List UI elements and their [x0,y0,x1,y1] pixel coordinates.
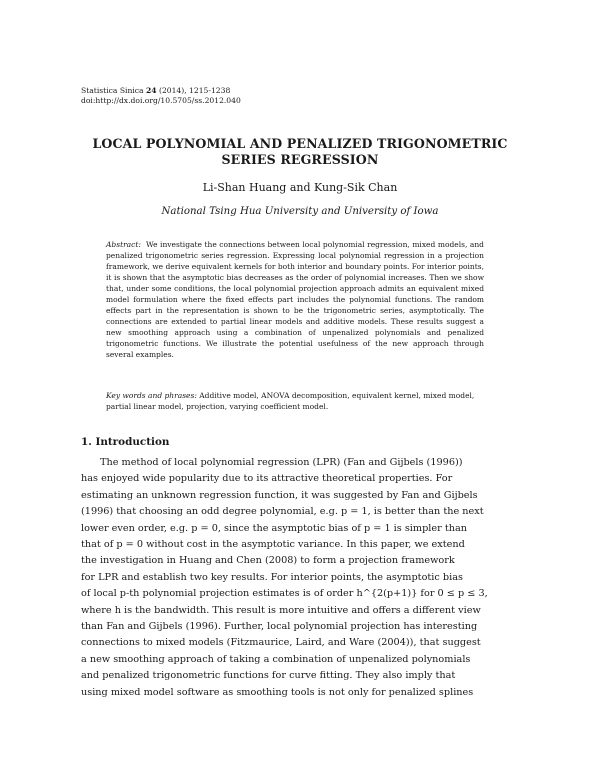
title-line-2: SERIES REGRESSION [221,152,379,167]
body-line: (1996) that choosing an odd degree polynomial, e.g. p = 1, is better than the next [81,506,484,518]
title-line-1: LOCAL POLYNOMIAL AND PENALIZED TRIGONOMETRIC [92,136,508,151]
body-line: lower even order, e.g. p = 0, since the asymptotic bias of p = 1 is simpler than [81,522,467,534]
journal-header [81,86,241,106]
keywords-label: Key words and phrases: [106,391,197,400]
authors: Li-Shan Huang and Kung-Sik Chan [202,181,398,194]
journal-volume: 24 [145,86,157,95]
body-line: that of p = 0 without cost in the asymptotic variance. In this paper, we extend [81,539,465,551]
body-text [81,455,519,701]
body-line: a new smoothing approach of taking a combination of unpenalized polynomials [81,653,471,665]
paper-title [60,136,540,168]
journal-citation: Statistica Sinica 24 (2014), 1215-1238 [81,86,231,95]
body-line: and penalized trigonometric functions for curve fitting. They also imply that [81,670,456,682]
abstract [106,240,484,360]
body-line: estimating an unknown regression function, it was suggested by Fan and Gijbels [81,489,478,501]
affiliation: National Tsing Hua University and University of Iowa [161,206,439,217]
body-line: for LPR and establish two key results. For interior points, the asymptotic bias [81,571,463,583]
abstract-text: We investigate the connections between local polynomial regression, mixed models, and penalized trigonometric series regression. Expressing local polynomial regression in a projection framework, we derive equivalent kernels for both interior and boundary points. For interior points, it is shown that the asymptotic bias decreases as the order of polynomial increases. Then we show that, under some conditions, the local polynomial projection approach admits an equivalent mixed model formulation where the fixed effects part includes the polynomial functions. The random effects part in the representation is shown to be the trigonometric series, asymptotically. The connections are extended to partial linear models and additive models. These results suggest a new smoothing approach using a combination of unpenalized polynomials and penalized trigonometric functions. We illustrate the potential usefulness of the new approach through several examples. [106,240,484,359]
body-line: the investigation in Huang and Chen (2008) to form a projection framework [81,555,455,567]
abstract-label: Abstract: [106,240,141,249]
body-line: of local p-th polynomial projection estimates is of order h^{2(p+1)} for 0 ≤ p ≤ 3, [81,588,488,600]
section-heading: 1. Introduction [81,436,170,448]
keywords-text: Additive model, ANOVA decomposition, equivalent kernel, mixed model, partial linear model, projection, varying coefficient model. [106,391,475,411]
keywords [106,391,486,413]
doi-link[interactable]: doi:http://dx.doi.org/10.5705/ss.2012.040 [81,96,241,105]
body-line: connections to mixed models (Fitzmaurice, Laird, and Ware (2004)), that suggest [81,637,481,649]
body-line: using mixed model software as smoothing tools is not only for penalized splines [81,686,474,698]
body-line: The method of local polynomial regression (LPR) (Fan and Gijbels (1996)) [100,457,463,468]
body-line: than Fan and Gijbels (1996). Further, local polynomial projection has interesting [81,621,478,633]
body-line: where h is the bandwidth. This result is more intuitive and offers a different view [81,604,481,616]
body-line: has enjoyed wide popularity due to its attractive theoretical properties. For [81,473,453,485]
